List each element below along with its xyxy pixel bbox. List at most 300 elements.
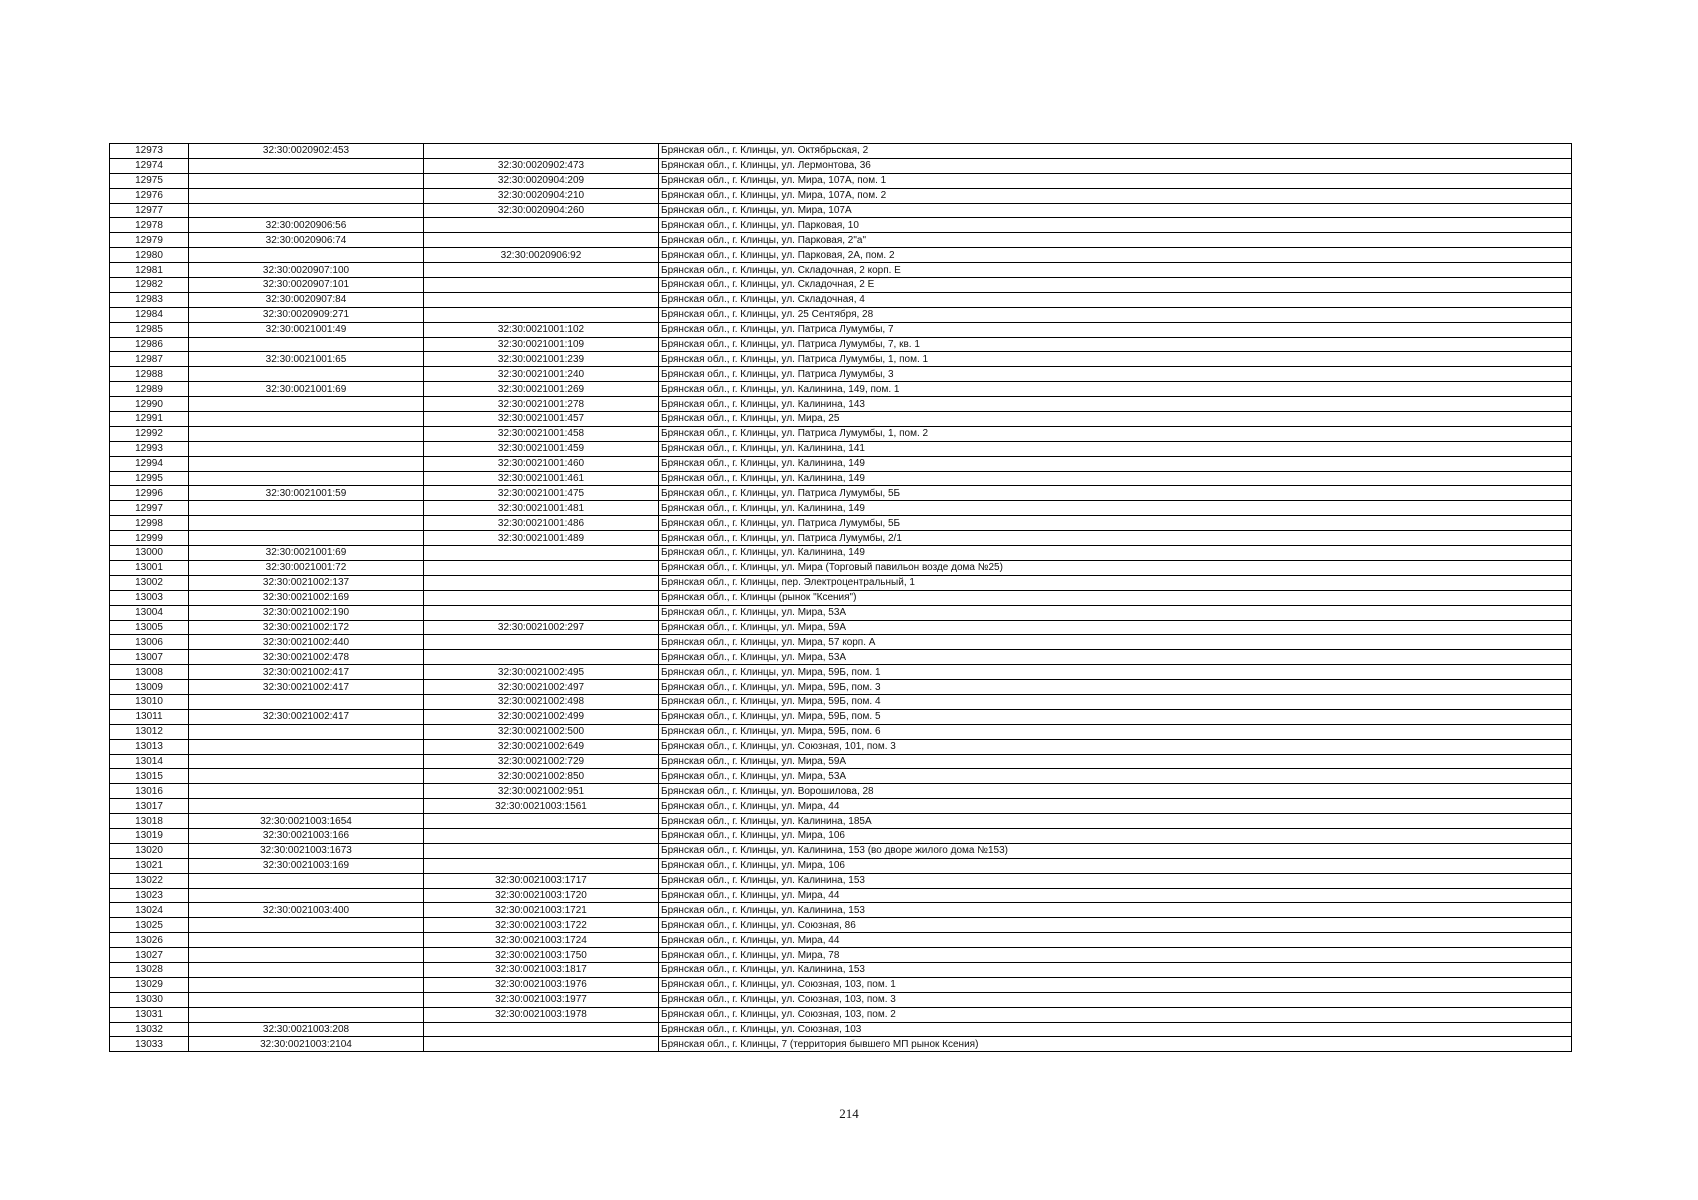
table-row [110, 739, 1572, 754]
table-row [110, 962, 1572, 977]
address-cell: Брянская обл., г. Клинцы, ул. Калинина, 153 (во дворе жилого дома №153) [659, 843, 1572, 858]
table-row [110, 858, 1572, 873]
new-cadastral-number-cell: 32:30:0020902:473 [424, 158, 659, 173]
table-row [110, 173, 1572, 188]
row-number-cell: 13030 [110, 992, 189, 1007]
row-number-cell: 12973 [110, 144, 189, 159]
address-cell: Брянская обл., г. Клинцы, ул. Мира, 107А, пом. 2 [659, 188, 1572, 203]
table-row [110, 263, 1572, 278]
address-cell: Брянская обл., г. Клинцы, ул. Патриса Лумумбы, 1, пом. 1 [659, 352, 1572, 367]
row-number-cell: 12983 [110, 292, 189, 307]
table-row [110, 843, 1572, 858]
table-row [110, 650, 1572, 665]
address-cell: Брянская обл., г. Клинцы, ул. Мира, 53А [659, 769, 1572, 784]
new-cadastral-number-cell: 32:30:0021001:475 [424, 486, 659, 501]
row-number-cell: 12985 [110, 322, 189, 337]
table-row [110, 620, 1572, 635]
address-cell: Брянская обл., г. Клинцы, ул. Калинина, 149 [659, 501, 1572, 516]
address-cell: Брянская обл., г. Клинцы, ул. Калинина, 149 [659, 546, 1572, 561]
table-row [110, 307, 1572, 322]
old-cadastral-number-cell [189, 1007, 424, 1022]
row-number-cell: 13005 [110, 620, 189, 635]
new-cadastral-number-cell [424, 814, 659, 829]
row-number-cell: 13011 [110, 709, 189, 724]
address-cell: Брянская обл., г. Клинцы, ул. Союзная, 101, пом. 3 [659, 739, 1572, 754]
address-cell: Брянская обл., г. Клинцы, ул. Складочная, 2 корп. Е [659, 263, 1572, 278]
row-number-cell: 13024 [110, 903, 189, 918]
new-cadastral-number-cell: 32:30:0021002:495 [424, 665, 659, 680]
new-cadastral-number-cell: 32:30:0021001:489 [424, 531, 659, 546]
table-row [110, 144, 1572, 159]
old-cadastral-number-cell: 32:30:0020906:74 [189, 233, 424, 248]
new-cadastral-number-cell: 32:30:0021003:1817 [424, 962, 659, 977]
new-cadastral-number-cell: 32:30:0021003:1977 [424, 992, 659, 1007]
table-row [110, 724, 1572, 739]
old-cadastral-number-cell [189, 441, 424, 456]
new-cadastral-number-cell: 32:30:0021001:461 [424, 471, 659, 486]
old-cadastral-number-cell [189, 992, 424, 1007]
address-cell: Брянская обл., г. Клинцы, ул. Мира, 44 [659, 933, 1572, 948]
row-number-cell: 12984 [110, 307, 189, 322]
old-cadastral-number-cell: 32:30:0021002:417 [189, 680, 424, 695]
table-row [110, 382, 1572, 397]
new-cadastral-number-cell [424, 263, 659, 278]
row-number-cell: 13020 [110, 843, 189, 858]
table-row [110, 1022, 1572, 1037]
address-cell: Брянская обл., г. Клинцы, ул. Парковая, 10 [659, 218, 1572, 233]
table-row [110, 560, 1572, 575]
row-number-cell: 13019 [110, 828, 189, 843]
row-number-cell: 13029 [110, 977, 189, 992]
old-cadastral-number-cell [189, 367, 424, 382]
old-cadastral-number-cell: 32:30:0021003:2104 [189, 1037, 424, 1052]
table-row [110, 575, 1572, 590]
table-row [110, 426, 1572, 441]
address-cell: Брянская обл., г. Клинцы, ул. Мира, 59Б, пом. 5 [659, 709, 1572, 724]
address-cell: Брянская обл., г. Клинцы, ул. Калинина, 143 [659, 397, 1572, 412]
new-cadastral-number-cell [424, 575, 659, 590]
table-row [110, 352, 1572, 367]
row-number-cell: 12988 [110, 367, 189, 382]
table-row [110, 590, 1572, 605]
old-cadastral-number-cell [189, 516, 424, 531]
old-cadastral-number-cell: 32:30:0021003:1673 [189, 843, 424, 858]
old-cadastral-number-cell [189, 799, 424, 814]
old-cadastral-number-cell: 32:30:0021003:169 [189, 858, 424, 873]
table-row [110, 322, 1572, 337]
new-cadastral-number-cell [424, 233, 659, 248]
old-cadastral-number-cell [189, 694, 424, 709]
row-number-cell: 12980 [110, 248, 189, 263]
old-cadastral-number-cell [189, 948, 424, 963]
old-cadastral-number-cell: 32:30:0021002:417 [189, 665, 424, 680]
new-cadastral-number-cell [424, 546, 659, 561]
address-cell: Брянская обл., г. Клинцы, ул. Союзная, 103, пом. 1 [659, 977, 1572, 992]
old-cadastral-number-cell: 32:30:0020902:453 [189, 144, 424, 159]
new-cadastral-number-cell [424, 560, 659, 575]
row-number-cell: 13013 [110, 739, 189, 754]
row-number-cell: 13028 [110, 962, 189, 977]
row-number-cell: 13010 [110, 694, 189, 709]
table-row [110, 203, 1572, 218]
table-row [110, 694, 1572, 709]
new-cadastral-number-cell [424, 650, 659, 665]
address-cell: Брянская обл., г. Клинцы (рынок "Ксения") [659, 590, 1572, 605]
old-cadastral-number-cell [189, 158, 424, 173]
table-row [110, 412, 1572, 427]
new-cadastral-number-cell [424, 1037, 659, 1052]
old-cadastral-number-cell [189, 873, 424, 888]
address-cell: Брянская обл., г. Клинцы, ул. Мира, 59А [659, 754, 1572, 769]
row-number-cell: 12986 [110, 337, 189, 352]
new-cadastral-number-cell [424, 590, 659, 605]
table-row [110, 799, 1572, 814]
address-cell: Брянская обл., г. Клинцы, ул. Мира, 59Б, пом. 6 [659, 724, 1572, 739]
address-cell: Брянская обл., г. Клинцы, пер. Электроцентральный, 1 [659, 575, 1572, 590]
new-cadastral-number-cell: 32:30:0021001:486 [424, 516, 659, 531]
address-cell: Брянская обл., г. Клинцы, ул. Патриса Лумумбы, 3 [659, 367, 1572, 382]
table-row [110, 784, 1572, 799]
new-cadastral-number-cell: 32:30:0021003:1750 [424, 948, 659, 963]
table-row [110, 188, 1572, 203]
row-number-cell: 12990 [110, 397, 189, 412]
row-number-cell: 12991 [110, 412, 189, 427]
table-row [110, 158, 1572, 173]
new-cadastral-number-cell: 32:30:0021002:500 [424, 724, 659, 739]
address-cell: Брянская обл., г. Клинцы, ул. Калинина, 149 [659, 471, 1572, 486]
old-cadastral-number-cell [189, 501, 424, 516]
table-row [110, 486, 1572, 501]
table-row [110, 828, 1572, 843]
address-cell: Брянская обл., г. Клинцы, ул. Мира, 53А [659, 605, 1572, 620]
row-number-cell: 12995 [110, 471, 189, 486]
row-number-cell: 13004 [110, 605, 189, 620]
row-number-cell: 12994 [110, 456, 189, 471]
old-cadastral-number-cell: 32:30:0021003:166 [189, 828, 424, 843]
address-cell: Брянская обл., г. Клинцы, ул. Союзная, 103, пом. 3 [659, 992, 1572, 1007]
old-cadastral-number-cell: 32:30:0021002:478 [189, 650, 424, 665]
table-row [110, 1037, 1572, 1052]
old-cadastral-number-cell [189, 918, 424, 933]
new-cadastral-number-cell: 32:30:0020904:210 [424, 188, 659, 203]
table-row [110, 337, 1572, 352]
old-cadastral-number-cell: 32:30:0021001:49 [189, 322, 424, 337]
new-cadastral-number-cell [424, 278, 659, 293]
old-cadastral-number-cell: 32:30:0021002:137 [189, 575, 424, 590]
new-cadastral-number-cell: 32:30:0020906:92 [424, 248, 659, 263]
row-number-cell: 13000 [110, 546, 189, 561]
address-cell: Брянская обл., г. Клинцы, ул. Патриса Лумумбы, 5Б [659, 486, 1572, 501]
old-cadastral-number-cell: 32:30:0021002:190 [189, 605, 424, 620]
address-cell: Брянская обл., г. Клинцы, ул. Калинина, 153 [659, 903, 1572, 918]
address-cell: Брянская обл., г. Клинцы, ул. Мира, 78 [659, 948, 1572, 963]
old-cadastral-number-cell [189, 248, 424, 263]
address-cell: Брянская обл., г. Клинцы, 7 (территория бывшего МП рынок Ксения) [659, 1037, 1572, 1052]
address-cell: Брянская обл., г. Клинцы, ул. Калинина, 141 [659, 441, 1572, 456]
address-cell: Брянская обл., г. Клинцы, ул. Патриса Лумумбы, 2/1 [659, 531, 1572, 546]
old-cadastral-number-cell: 32:30:0021002:417 [189, 709, 424, 724]
old-cadastral-number-cell [189, 188, 424, 203]
row-number-cell: 12998 [110, 516, 189, 531]
row-number-cell: 13023 [110, 888, 189, 903]
new-cadastral-number-cell: 32:30:0021001:240 [424, 367, 659, 382]
address-cell: Брянская обл., г. Клинцы, ул. Складочная, 4 [659, 292, 1572, 307]
old-cadastral-number-cell: 32:30:0020909:271 [189, 307, 424, 322]
new-cadastral-number-cell: 32:30:0021002:649 [424, 739, 659, 754]
new-cadastral-number-cell: 32:30:0021002:297 [424, 620, 659, 635]
table-row [110, 933, 1572, 948]
row-number-cell: 12987 [110, 352, 189, 367]
address-cell: Брянская обл., г. Клинцы, ул. Патриса Лумумбы, 5Б [659, 516, 1572, 531]
table-row [110, 501, 1572, 516]
table-row [110, 516, 1572, 531]
new-cadastral-number-cell: 32:30:0021002:850 [424, 769, 659, 784]
old-cadastral-number-cell: 32:30:0021003:1654 [189, 814, 424, 829]
old-cadastral-number-cell [189, 754, 424, 769]
row-number-cell: 12992 [110, 426, 189, 441]
old-cadastral-number-cell: 32:30:0021001:65 [189, 352, 424, 367]
row-number-cell: 13012 [110, 724, 189, 739]
address-cell: Брянская обл., г. Клинцы, ул. Мира, 59Б, пом. 1 [659, 665, 1572, 680]
old-cadastral-number-cell: 32:30:0020907:100 [189, 263, 424, 278]
table-row [110, 709, 1572, 724]
address-cell: Брянская обл., г. Клинцы, ул. Складочная, 2 Е [659, 278, 1572, 293]
address-cell: Брянская обл., г. Клинцы, ул. Мира, 25 [659, 412, 1572, 427]
table-row [110, 903, 1572, 918]
new-cadastral-number-cell: 32:30:0021002:498 [424, 694, 659, 709]
old-cadastral-number-cell [189, 724, 424, 739]
old-cadastral-number-cell: 32:30:0021001:59 [189, 486, 424, 501]
new-cadastral-number-cell: 32:30:0021001:109 [424, 337, 659, 352]
address-cell: Брянская обл., г. Клинцы, ул. Мира, 59Б, пом. 4 [659, 694, 1572, 709]
new-cadastral-number-cell [424, 1022, 659, 1037]
table-row [110, 292, 1572, 307]
table-row [110, 471, 1572, 486]
table-row [110, 248, 1572, 263]
table-row [110, 814, 1572, 829]
table-row [110, 873, 1572, 888]
new-cadastral-number-cell: 32:30:0021002:729 [424, 754, 659, 769]
old-cadastral-number-cell [189, 471, 424, 486]
new-cadastral-number-cell [424, 218, 659, 233]
new-cadastral-number-cell: 32:30:0021001:269 [424, 382, 659, 397]
new-cadastral-number-cell: 32:30:0021001:459 [424, 441, 659, 456]
row-number-cell: 12974 [110, 158, 189, 173]
old-cadastral-number-cell [189, 784, 424, 799]
address-cell: Брянская обл., г. Клинцы, ул. Калинина, 185А [659, 814, 1572, 829]
new-cadastral-number-cell [424, 828, 659, 843]
old-cadastral-number-cell [189, 173, 424, 188]
table-row [110, 1007, 1572, 1022]
registry-table [109, 143, 1572, 1052]
new-cadastral-number-cell: 32:30:0021002:499 [424, 709, 659, 724]
address-cell: Брянская обл., г. Клинцы, ул. Мира, 106 [659, 828, 1572, 843]
new-cadastral-number-cell: 32:30:0021001:458 [424, 426, 659, 441]
address-cell: Брянская обл., г. Клинцы, ул. Мира, 107А [659, 203, 1572, 218]
new-cadastral-number-cell [424, 858, 659, 873]
table-row [110, 456, 1572, 471]
old-cadastral-number-cell: 32:30:0021001:69 [189, 546, 424, 561]
new-cadastral-number-cell [424, 144, 659, 159]
address-cell: Брянская обл., г. Клинцы, ул. Мира, 53А [659, 650, 1572, 665]
old-cadastral-number-cell: 32:30:0021001:72 [189, 560, 424, 575]
new-cadastral-number-cell: 32:30:0021001:481 [424, 501, 659, 516]
new-cadastral-number-cell: 32:30:0021001:460 [424, 456, 659, 471]
old-cadastral-number-cell: 32:30:0020906:56 [189, 218, 424, 233]
row-number-cell: 13017 [110, 799, 189, 814]
new-cadastral-number-cell: 32:30:0021003:1717 [424, 873, 659, 888]
table-row [110, 278, 1572, 293]
old-cadastral-number-cell [189, 977, 424, 992]
old-cadastral-number-cell [189, 531, 424, 546]
row-number-cell: 13018 [110, 814, 189, 829]
old-cadastral-number-cell [189, 426, 424, 441]
row-number-cell: 12996 [110, 486, 189, 501]
address-cell: Брянская обл., г. Клинцы, ул. Калинина, 153 [659, 873, 1572, 888]
old-cadastral-number-cell [189, 962, 424, 977]
row-number-cell: 13002 [110, 575, 189, 590]
new-cadastral-number-cell [424, 292, 659, 307]
new-cadastral-number-cell: 32:30:0021002:951 [424, 784, 659, 799]
new-cadastral-number-cell: 32:30:0021001:102 [424, 322, 659, 337]
registry-table-body [110, 144, 1572, 1052]
table-row [110, 888, 1572, 903]
table-row [110, 769, 1572, 784]
table-row [110, 531, 1572, 546]
old-cadastral-number-cell: 32:30:0021002:169 [189, 590, 424, 605]
old-cadastral-number-cell [189, 412, 424, 427]
old-cadastral-number-cell [189, 888, 424, 903]
new-cadastral-number-cell [424, 605, 659, 620]
address-cell: Брянская обл., г. Клинцы, ул. Парковая, 2"а" [659, 233, 1572, 248]
row-number-cell: 13031 [110, 1007, 189, 1022]
table-row [110, 441, 1572, 456]
old-cadastral-number-cell [189, 203, 424, 218]
table-row [110, 918, 1572, 933]
row-number-cell: 13025 [110, 918, 189, 933]
address-cell: Брянская обл., г. Клинцы, ул. 25 Сентября, 28 [659, 307, 1572, 322]
address-cell: Брянская обл., г. Клинцы, ул. Мира (Торговый павильон возде дома №25) [659, 560, 1572, 575]
new-cadastral-number-cell: 32:30:0021003:1976 [424, 977, 659, 992]
table-row [110, 680, 1572, 695]
row-number-cell: 13021 [110, 858, 189, 873]
table-row [110, 546, 1572, 561]
row-number-cell: 13015 [110, 769, 189, 784]
row-number-cell: 12997 [110, 501, 189, 516]
address-cell: Брянская обл., г. Клинцы, ул. Парковая, 2А, пом. 2 [659, 248, 1572, 263]
row-number-cell: 12981 [110, 263, 189, 278]
address-cell: Брянская обл., г. Клинцы, ул. Мира, 107А, пом. 1 [659, 173, 1572, 188]
old-cadastral-number-cell: 32:30:0020907:84 [189, 292, 424, 307]
new-cadastral-number-cell: 32:30:0021003:1724 [424, 933, 659, 948]
old-cadastral-number-cell: 32:30:0020907:101 [189, 278, 424, 293]
row-number-cell: 13014 [110, 754, 189, 769]
row-number-cell: 12989 [110, 382, 189, 397]
new-cadastral-number-cell: 32:30:0021003:1720 [424, 888, 659, 903]
old-cadastral-number-cell [189, 397, 424, 412]
old-cadastral-number-cell [189, 933, 424, 948]
new-cadastral-number-cell [424, 635, 659, 650]
address-cell: Брянская обл., г. Клинцы, ул. Мира, 57 корп. А [659, 635, 1572, 650]
old-cadastral-number-cell: 32:30:0021002:440 [189, 635, 424, 650]
new-cadastral-number-cell: 32:30:0021003:1722 [424, 918, 659, 933]
address-cell: Брянская обл., г. Клинцы, ул. Ворошилова, 28 [659, 784, 1572, 799]
address-cell: Брянская обл., г. Клинцы, ул. Калинина, 149 [659, 456, 1572, 471]
new-cadastral-number-cell: 32:30:0020904:260 [424, 203, 659, 218]
row-number-cell: 12975 [110, 173, 189, 188]
address-cell: Брянская обл., г. Клинцы, ул. Мира, 44 [659, 888, 1572, 903]
table-row [110, 992, 1572, 1007]
old-cadastral-number-cell [189, 337, 424, 352]
new-cadastral-number-cell [424, 843, 659, 858]
row-number-cell: 13026 [110, 933, 189, 948]
table-row [110, 754, 1572, 769]
row-number-cell: 12978 [110, 218, 189, 233]
row-number-cell: 12982 [110, 278, 189, 293]
row-number-cell: 12979 [110, 233, 189, 248]
table-row [110, 218, 1572, 233]
old-cadastral-number-cell: 32:30:0021001:69 [189, 382, 424, 397]
address-cell: Брянская обл., г. Клинцы, ул. Калинина, 153 [659, 962, 1572, 977]
new-cadastral-number-cell: 32:30:0021002:497 [424, 680, 659, 695]
old-cadastral-number-cell [189, 456, 424, 471]
old-cadastral-number-cell [189, 739, 424, 754]
address-cell: Брянская обл., г. Клинцы, ул. Мира, 59Б, пом. 3 [659, 680, 1572, 695]
address-cell: Брянская обл., г. Клинцы, ул. Мира, 59А [659, 620, 1572, 635]
new-cadastral-number-cell: 32:30:0021003:1978 [424, 1007, 659, 1022]
table-row [110, 233, 1572, 248]
row-number-cell: 12999 [110, 531, 189, 546]
new-cadastral-number-cell: 32:30:0021001:239 [424, 352, 659, 367]
address-cell: Брянская обл., г. Клинцы, ул. Калинина, 149, пом. 1 [659, 382, 1572, 397]
table-row [110, 977, 1572, 992]
new-cadastral-number-cell: 32:30:0020904:209 [424, 173, 659, 188]
address-cell: Брянская обл., г. Клинцы, ул. Союзная, 86 [659, 918, 1572, 933]
row-number-cell: 13001 [110, 560, 189, 575]
table-row [110, 605, 1572, 620]
new-cadastral-number-cell [424, 307, 659, 322]
address-cell: Брянская обл., г. Клинцы, ул. Патриса Лумумбы, 7 [659, 322, 1572, 337]
address-cell: Брянская обл., г. Клинцы, ул. Мира, 44 [659, 799, 1572, 814]
new-cadastral-number-cell: 32:30:0021003:1561 [424, 799, 659, 814]
old-cadastral-number-cell [189, 769, 424, 784]
address-cell: Брянская обл., г. Клинцы, ул. Лермонтова, 36 [659, 158, 1572, 173]
row-number-cell: 13003 [110, 590, 189, 605]
row-number-cell: 13007 [110, 650, 189, 665]
new-cadastral-number-cell: 32:30:0021001:278 [424, 397, 659, 412]
row-number-cell: 13008 [110, 665, 189, 680]
old-cadastral-number-cell: 32:30:0021002:172 [189, 620, 424, 635]
row-number-cell: 13016 [110, 784, 189, 799]
page-number: 214 [839, 1106, 859, 1121]
table-row [110, 665, 1572, 680]
row-number-cell: 12977 [110, 203, 189, 218]
new-cadastral-number-cell: 32:30:0021003:1721 [424, 903, 659, 918]
row-number-cell: 13006 [110, 635, 189, 650]
row-number-cell: 13033 [110, 1037, 189, 1052]
address-cell: Брянская обл., г. Клинцы, ул. Союзная, 103 [659, 1022, 1572, 1037]
address-cell: Брянская обл., г. Клинцы, ул. Патриса Лумумбы, 1, пом. 2 [659, 426, 1572, 441]
row-number-cell: 13027 [110, 948, 189, 963]
table-row [110, 397, 1572, 412]
address-cell: Брянская обл., г. Клинцы, ул. Октябрьская, 2 [659, 144, 1572, 159]
address-cell: Брянская обл., г. Клинцы, ул. Мира, 106 [659, 858, 1572, 873]
table-row [110, 367, 1572, 382]
old-cadastral-number-cell: 32:30:0021003:208 [189, 1022, 424, 1037]
row-number-cell: 13022 [110, 873, 189, 888]
address-cell: Брянская обл., г. Клинцы, ул. Патриса Лумумбы, 7, кв. 1 [659, 337, 1572, 352]
row-number-cell: 13009 [110, 680, 189, 695]
